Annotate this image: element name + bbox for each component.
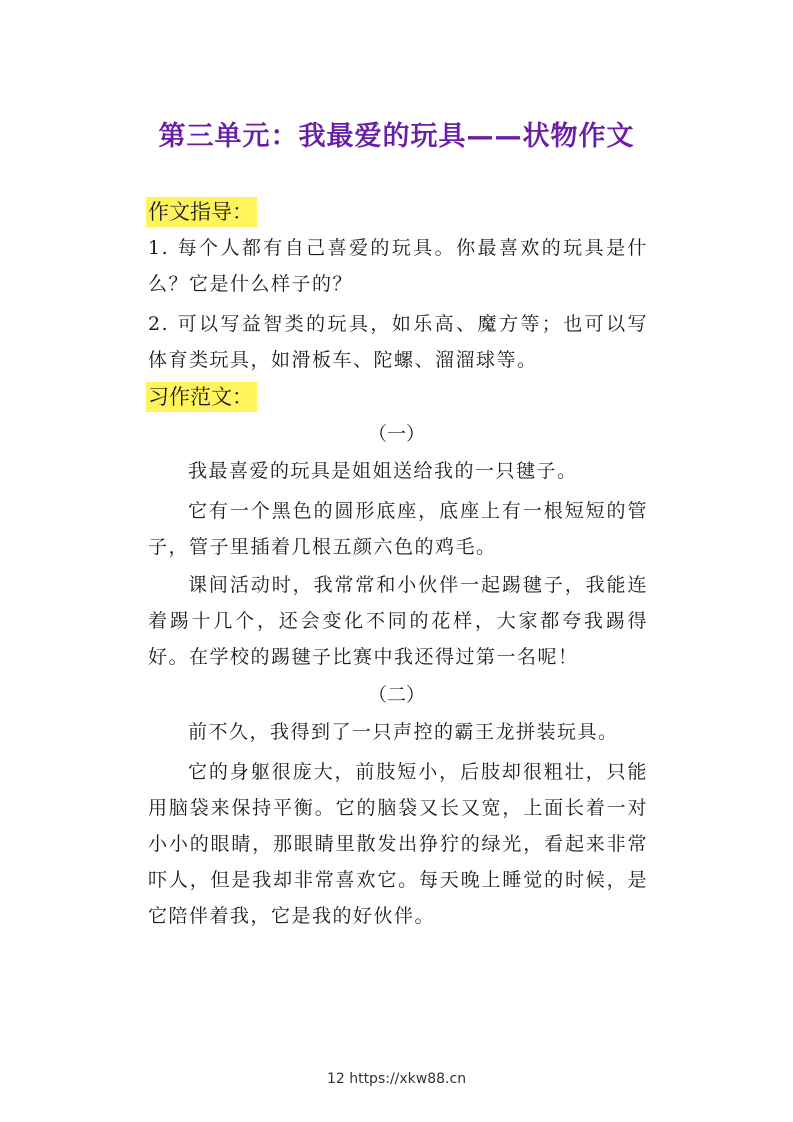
guide-item-2: 2. 可以写益智类的玩具，如乐高、魔方等；也可以写体育类玩具，如滑板车、陀螺、溜溜球等。 bbox=[148, 313, 648, 371]
example-heading-1: （一） bbox=[367, 423, 425, 445]
guide-label: 作文指导： bbox=[146, 197, 257, 227]
examples-label: 习作范文： bbox=[146, 382, 257, 412]
example-2-paragraph-1: 前不久，我得到了一只声控的霸王龙拼装玩具。 bbox=[188, 721, 619, 743]
page-title: 第三单元：我最爱的玩具——状物作文 bbox=[158, 121, 635, 152]
example-2-paragraph-2: 它的身躯很庞大，前肢短小，后肢却很粗壮，只能用脑袋来保持平衡。它的脑袋又长又宽，上面长着一对小小的眼睛，那眼睛里散发出狰狞的绿光，看起来非常吓人，但是我却非常喜欢它。每天晚上睡觉的时候，是它陪伴着我，它是我的好伙伴。 bbox=[148, 761, 648, 927]
example-1-paragraph-1: 我最喜爱的玩具是姐姐送给我的一只毽子。 bbox=[188, 460, 578, 482]
example-1-paragraph-3: 课间活动时，我常常和小伙伴一起踢毽子，我能连着踢十几个，还会变化不同的花样，大家都夸我踢得好。在学校的踢毽子比赛中我还得过第一名呢！ bbox=[148, 574, 648, 668]
page-footer: 12 https://xkw88.cn bbox=[326, 1071, 467, 1087]
example-heading-2: （二） bbox=[367, 684, 425, 706]
guide-item-1: 1. 每个人都有自己喜爱的玩具。你最喜欢的玩具是什么？它是什么样子的？ bbox=[148, 237, 648, 295]
example-1-paragraph-2: 它有一个黑色的圆形底座，底座上有一根短短的管子，管子里插着几根五颜六色的鸡毛。 bbox=[148, 500, 648, 558]
